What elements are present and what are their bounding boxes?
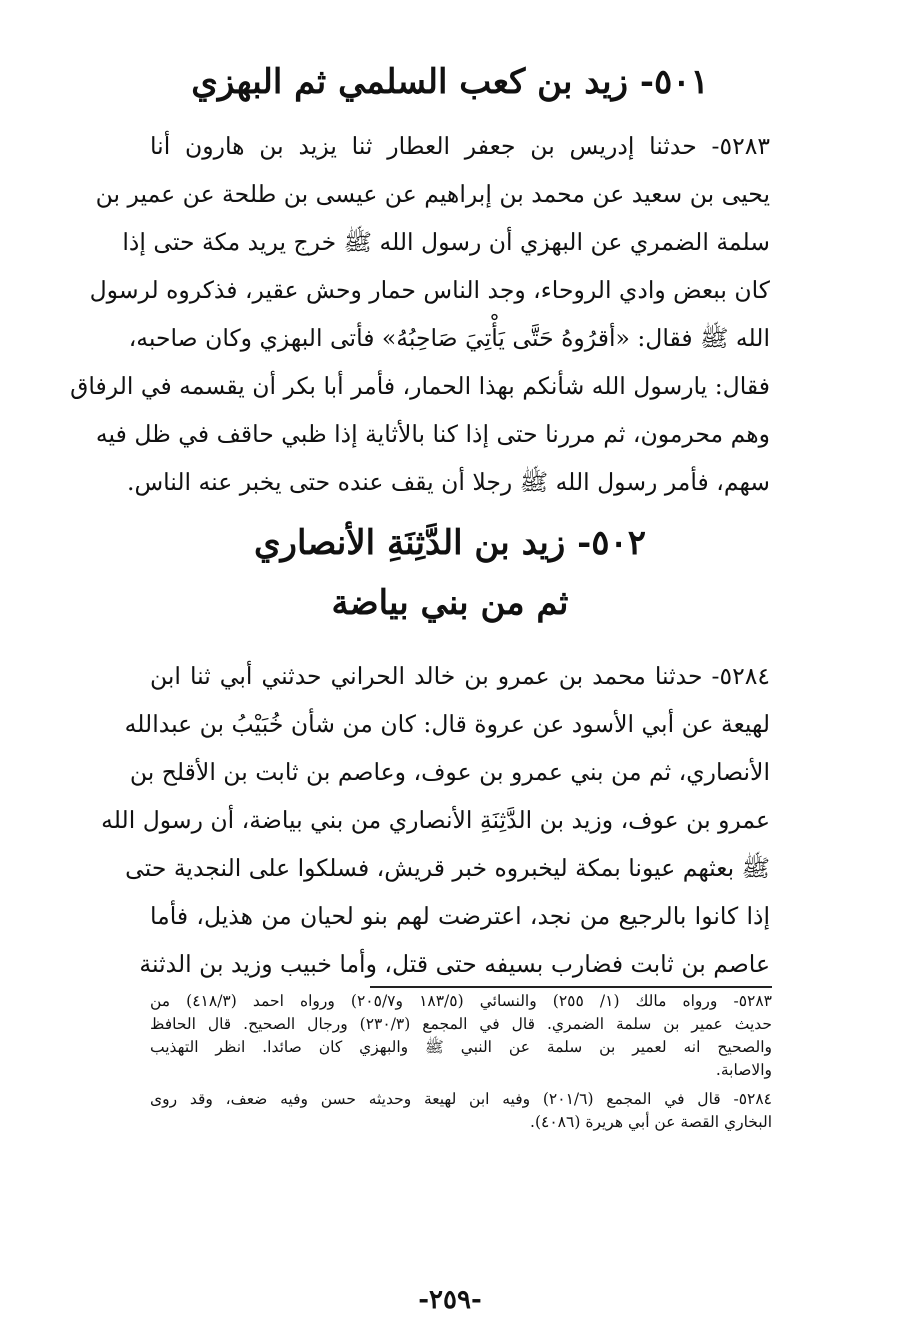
footnote-line: والاصابة. bbox=[715, 1061, 772, 1079]
footnote-line: والصحيح انه لعمير بن سلمة عن النبي ﷺ والبهزي كان صائدا. انظر التهذيب bbox=[150, 1038, 772, 1056]
text-line: عمرو بن عوف، وزيد بن الدَّثِنَةِ الأنصاري من بني بياضة، أن رسول الله bbox=[101, 806, 770, 834]
text-line: ﷺ بعثهم عيونا بمكة ليخبروه خبر قريش، فسلكوا على النجدية حتى bbox=[125, 854, 770, 882]
text-line: فقال: يارسول الله شأنكم بهذا الحمار، فأمر أبا بكر أن يقسمه في الرفاق bbox=[70, 372, 770, 400]
footnote-divider bbox=[370, 986, 772, 988]
text-line: سلمة الضمري عن البهزي أن رسول الله ﷺ خرج يريد مكة حتى إذا bbox=[122, 228, 770, 256]
footnotes bbox=[150, 990, 772, 1134]
text-line: يحيى بن سعيد عن محمد بن إبراهيم عن عيسى بن طلحة عن عمير بن bbox=[95, 180, 770, 208]
page-number: -٢٥٩- bbox=[418, 1285, 482, 1315]
footnote-line: البخاري القصة عن أبي هريرة (٤٠٨٦). bbox=[530, 1113, 772, 1131]
footnote-line: ٥٢٨٣- ورواه مالك (١/ ٢٥٥) والنسائي (١٨٣/٥ و٢٠٥/٧) ورواه احمد (٤١٨/٣) من bbox=[150, 992, 772, 1010]
section-heading-501: ٥٠١- زيد بن كعب السلمي ثم البهزي bbox=[191, 62, 709, 102]
text-line: سهم، فأمر رسول الله ﷺ رجلا أن يقف عنده حتى يخبر عنه الناس. bbox=[126, 468, 770, 496]
text-line: الله ﷺ فقال: «أقرُوهُ حَتَّى يَأْتِيَ صَاحِبُهُ» فأتى البهزي وكان صاحبه، bbox=[128, 324, 770, 352]
text-line: ٥٢٨٤- حدثنا محمد بن عمرو بن خالد الحراني حدثني أبي ثنا ابن bbox=[150, 662, 770, 690]
text-line: عاصم بن ثابت فضارب بسيفه حتى قتل، وأما خبيب وزيد بن الدثنة bbox=[139, 950, 770, 978]
section-subheading-502: ثم من بني بياضة bbox=[331, 583, 569, 623]
text-line: ٥٢٨٣- حدثنا إدريس بن جعفر العطار ثنا يزيد بن هارون أنا bbox=[150, 132, 770, 160]
footnote-line: حديث عمير بن سلمة الضمري. قال في المجمع (٢٣٠/٣) ورجال الصحيح. قال الحافظ bbox=[150, 1015, 772, 1033]
hadith-5283-text bbox=[70, 122, 770, 506]
section-heading-502: ٥٠٢- زيد بن الدَّثِنَةِ الأنصاري bbox=[253, 523, 647, 563]
text-line: لهيعة عن أبي الأسود عن عروة قال: كان من شأن خُبَيْبُ بن عبدالله bbox=[124, 710, 770, 738]
hadith-5284-text bbox=[101, 652, 770, 988]
text-line: كان ببعض وادي الروحاء، وجد الناس حمار وحش عقير، فذكروه لرسول bbox=[89, 276, 770, 304]
text-line: إذا كانوا بالرجيع من نجد، اعترضت لهم بنو لحيان من هذيل، فأما bbox=[150, 902, 770, 930]
footnote-line: ٥٢٨٤- قال في المجمع (٢٠١/٦) وفيه ابن لهيعة وحديثه حسن وفيه ضعف، وقد روى bbox=[150, 1090, 773, 1108]
text-line: وهم محرمون، ثم مررنا حتى إذا كنا بالأثاية إذا ظبي حاقف في ظل فيه bbox=[95, 420, 770, 448]
text-line: الأنصاري، ثم من بني عمرو بن عوف، وعاصم بن ثابت بن الأقلح بن bbox=[129, 758, 770, 786]
